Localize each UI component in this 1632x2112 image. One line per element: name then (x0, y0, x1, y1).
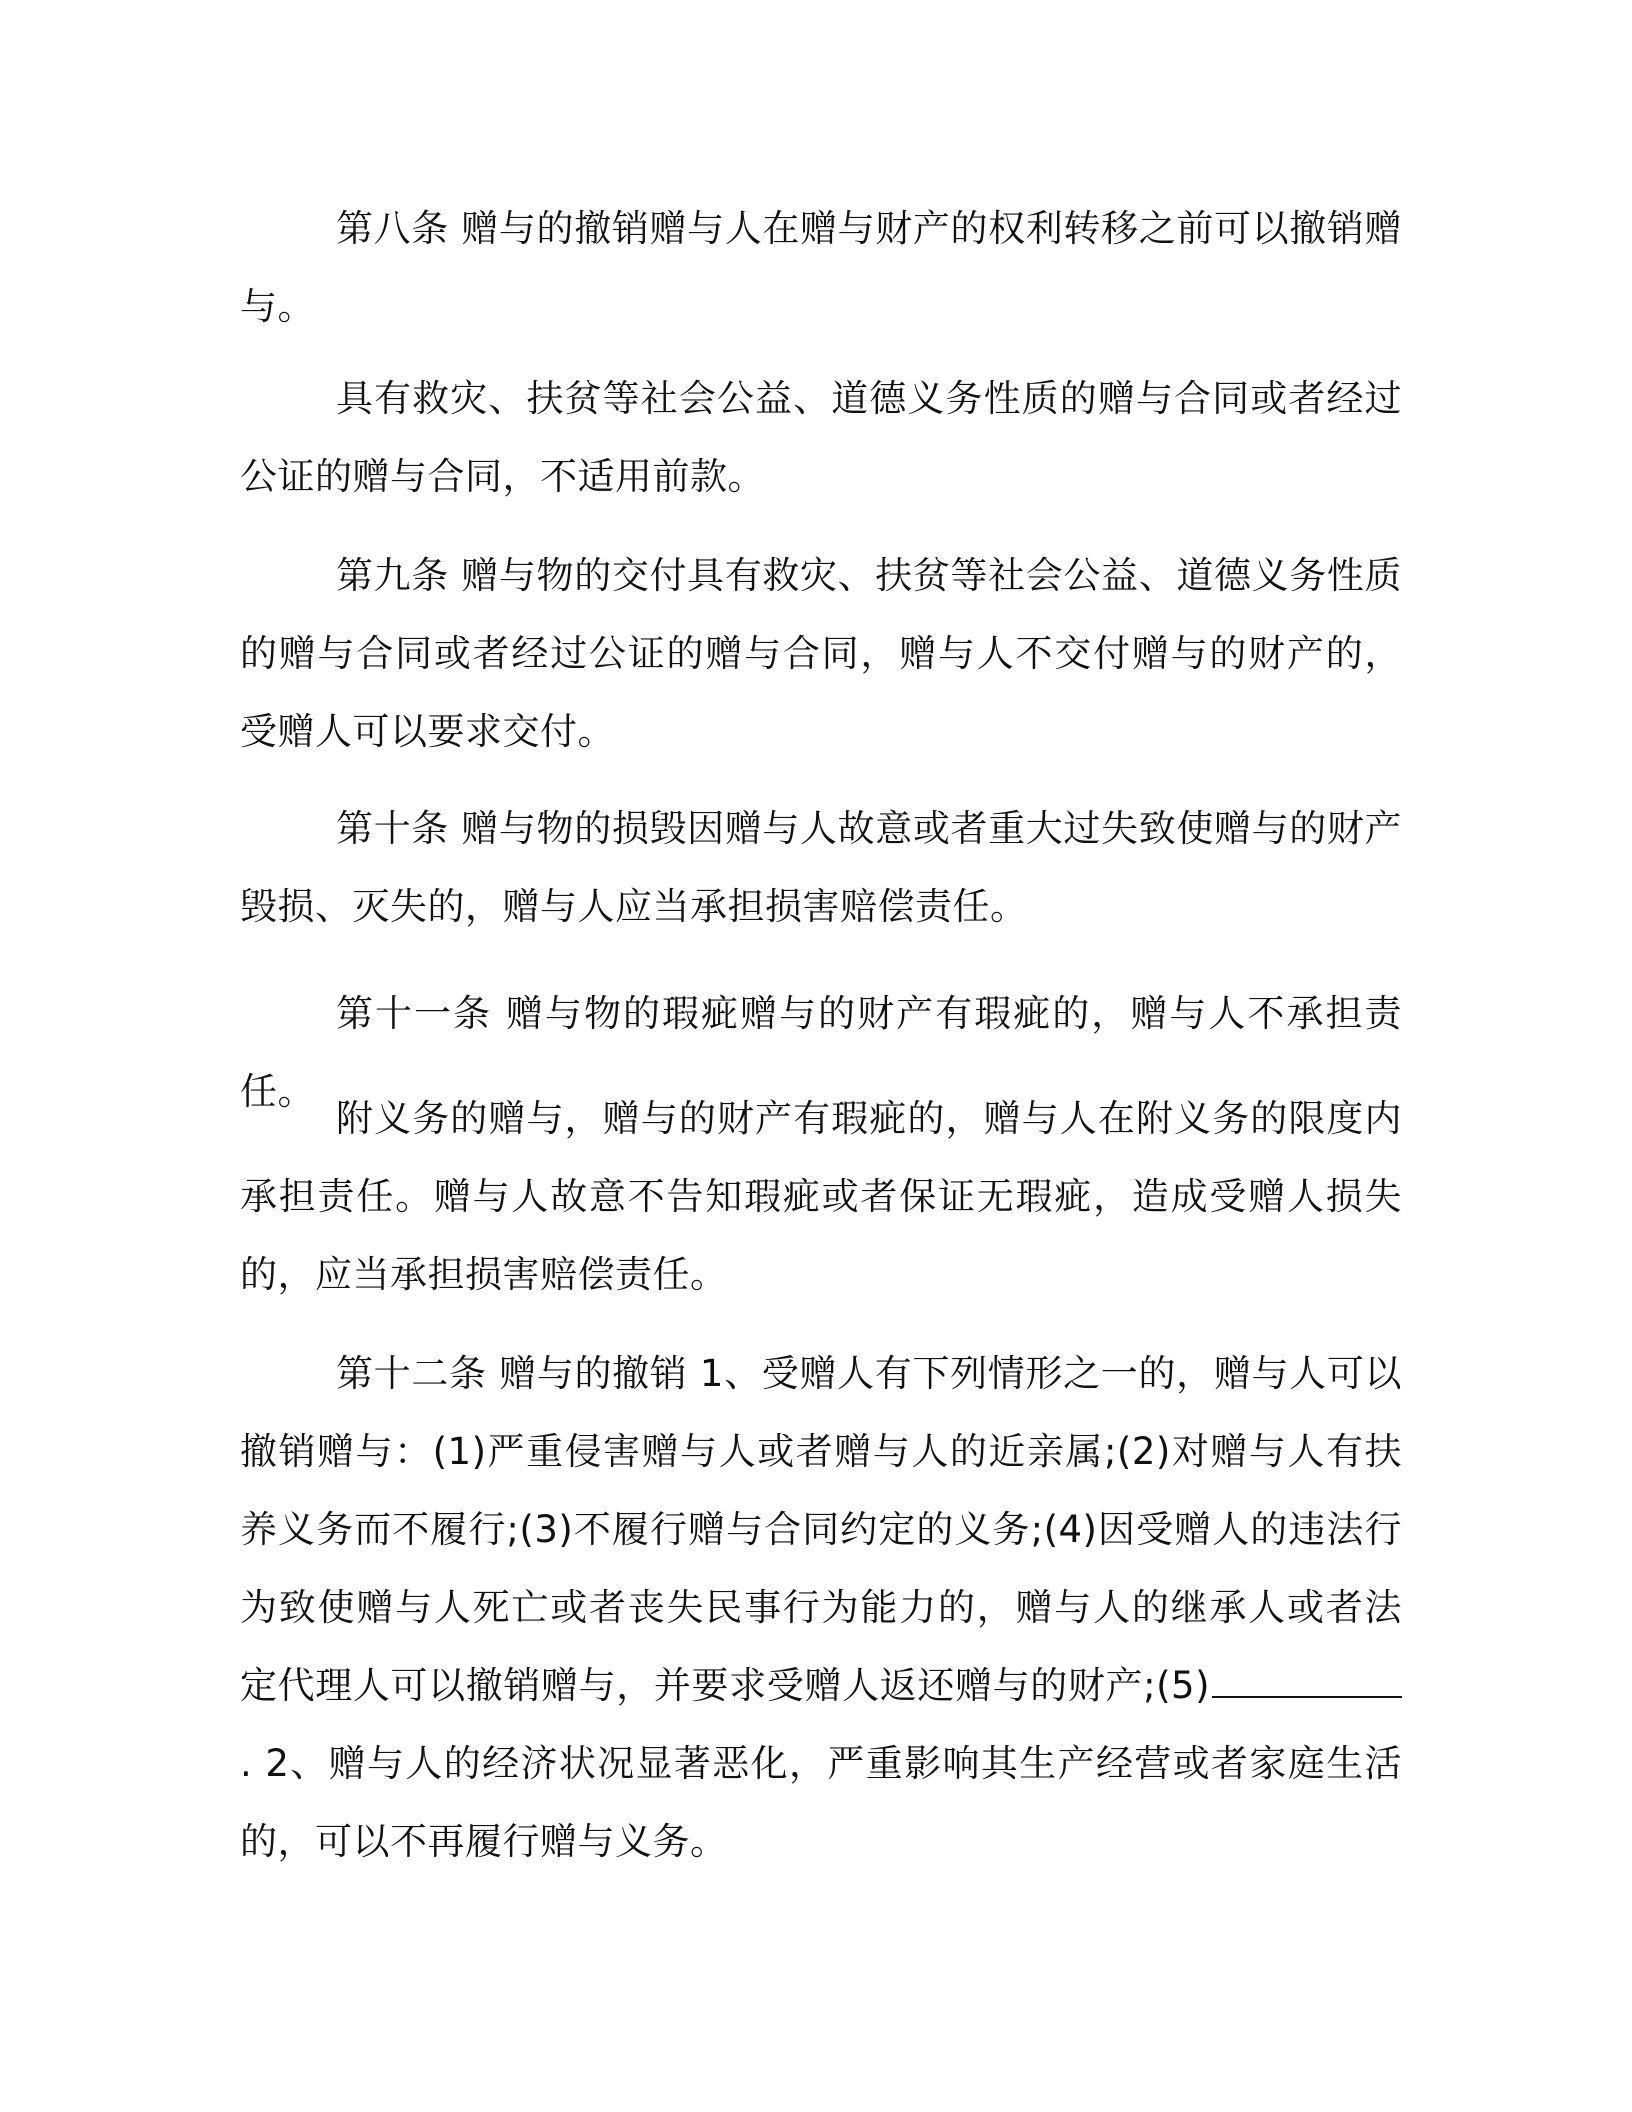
article-12-text-part-2: . 2、赠与人的经济状况显著恶化，严重影响其生产经营或者家庭生活的，可以不再履行赠与义务。 (240, 1742, 1402, 1863)
article-11-paragraph: 第十一条 赠与物的瑕疵赠与的财产有瑕疵的，赠与人不承担责任。 (240, 992, 1402, 1113)
conditional-gift-paragraph: 附义务的赠与，赠与的财产有瑕疵的，赠与人在附义务的限度内承担责任。赠与人故意不告知瑕疵或者保证无瑕疵，造成受赠人损失的，应当承担损害赔偿责任。 (240, 1097, 1402, 1296)
fill-in-blank-line (1212, 1666, 1402, 1698)
article-8-exception-paragraph: 具有救灾、扶贫等社会公益、道德义务性质的赠与合同或者经过公证的赠与合同，不适用前款。 (240, 377, 1402, 498)
article-12-text-part-1: 第十二条 赠与的撤销 1、受赠人有下列情形之一的，赠与人可以撤销赠与：(1)严重侵害赠与人或者赠与人的近亲属;(2)对赠与人有扶养义务而不履行;(3)不履行赠与合同约定的义务;(4)因受赠人的违法行为致使赠与人死亡或者丧失民事行为能力的，赠与人的继承人或者法定代理人可以撤销赠与，并要求受赠人返还赠与的财产;(5) (240, 1352, 1402, 1707)
article-8-paragraph: 第八条 赠与的撤销赠与人在赠与财产的权利转移之前可以撤销赠与。 (240, 207, 1402, 328)
article-10-paragraph: 第十条 赠与物的损毁因赠与人故意或者重大过失致使赠与的财产毁损、灭失的，赠与人应当承担损害赔偿责任。 (240, 807, 1402, 928)
article-12-paragraph (240, 1335, 1402, 1881)
article-9-paragraph: 第九条 赠与物的交付具有救灾、扶贫等社会公益、道德义务性质的赠与合同或者经过公证的赠与合同，赠与人不交付赠与的财产的，受赠人可以要求交付。 (240, 554, 1402, 753)
